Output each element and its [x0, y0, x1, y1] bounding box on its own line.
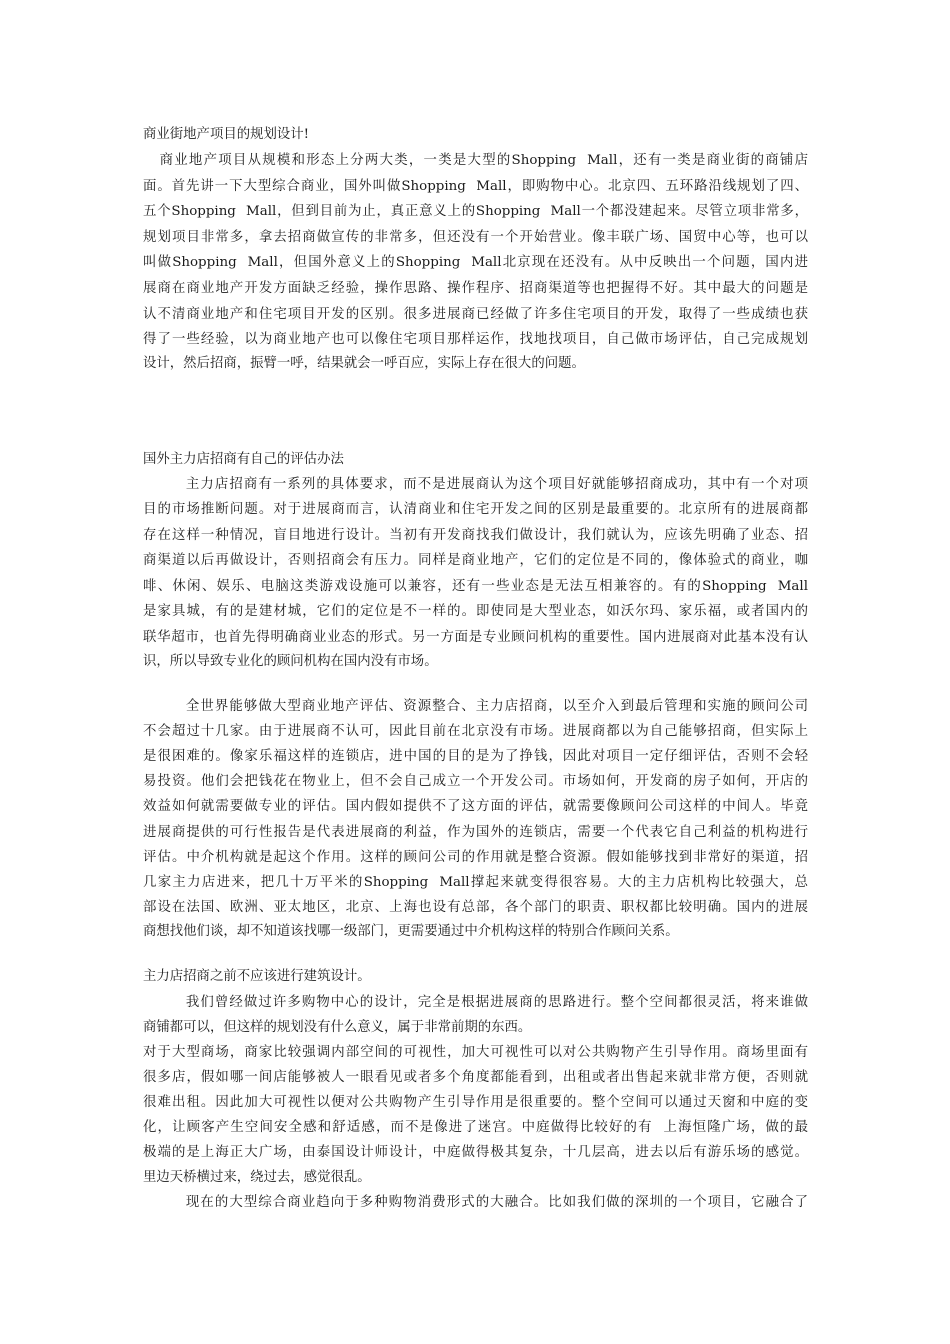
- paragraph-line: 里边天桥横过来，绕过去，感觉很乱。: [143, 1170, 371, 1185]
- paragraph-line: 不会超过十几家。由于进展商不认可，因此目前在北京没有市场。进展商都以为自己能够招商，但实际上: [143, 724, 808, 739]
- paragraph-line: 全世界能够做大型商业地产评估、资源整合、主力店招商，以至介入到最后管理和实施的顾问公司: [143, 699, 808, 714]
- paragraph-line: 啡、休闲、娱乐、电脑这类游戏设施可以兼容，还有一些业态是无法互相兼容的。有的Shopping Mall: [143, 579, 808, 594]
- paragraph-line: 效益如何就需要做专业的评估。国内假如提供不了这方面的评估，就需要像顾问公司这样的中间人。毕竟: [143, 799, 808, 814]
- paragraph-line: 我们曾经做过许多购物中心的设计，完全是根据进展商的思路进行。整个空间都很灵活，将来谁做: [143, 995, 808, 1010]
- section-title-2: 国外主力店招商有自己的评估办法: [143, 452, 344, 467]
- paragraph-line: 几家主力店进来，把几十万平米的Shopping Mall撑起来就变得很容易。大的主力店机构比较强大，总: [143, 875, 808, 890]
- paragraph-line: 面。首先讲一下大型综合商业，国外叫做Shopping Mall，即购物中心。北京四、五环路沿线规划了四、: [143, 179, 808, 194]
- paragraph-line: 是家具城，有的是建材城，它们的定位是不一样的。即使同是大型业态，如沃尔玛、家乐福，或者国内的: [143, 604, 808, 619]
- section-title-3: 主力店招商之前不应该进行建筑设计。: [143, 969, 371, 984]
- paragraph-line: 商铺都可以，但这样的规划没有什么意义，属于非常前期的东西。: [143, 1020, 532, 1035]
- paragraph-line: 现在的大型综合商业趋向于多种购物消费形式的大融合。比如我们做的深圳的一个项目，它融合了: [143, 1195, 808, 1210]
- paragraph-line: 评估。中介机构就是起这个作用。这样的顾问公司的作用就是整合资源。假如能够找到非常好的渠道，招: [143, 850, 808, 865]
- paragraph-line: 五个Shopping Mall，但到目前为止，真正意义上的Shopping Mall一个都没建起来。尽管立项非常多，: [143, 204, 808, 219]
- paragraph-line: 部设在法国、欧洲、亚太地区，北京、上海也设有总部，各个部门的职责、职权都比较明确。国内的进展: [143, 900, 808, 915]
- paragraph-line: 进展商提供的可行性报告是代表进展商的利益，作为国外的连锁店，需要一个代表它自己利益的机构进行: [143, 825, 808, 840]
- document-page: [143, 0, 808, 1344]
- paragraph-line: 化，让顾客产生空间安全感和舒适感，而不是像进了迷宫。中庭做得比较好的有 上海恒隆广场，做的最: [143, 1120, 808, 1135]
- paragraph-line: 商想找他们谈，却不知道该找哪一级部门，更需要通过中介机构这样的特别合作顾问关系。: [143, 924, 679, 939]
- paragraph-line: 识，所以导致专业化的顾问机构在国内没有市场。: [143, 654, 438, 669]
- paragraph-line: 目的市场推断问题。对于进展商而言，认清商业和住宅开发之间的区别是最重要的。北京所有的进展商都: [143, 502, 808, 517]
- paragraph-line: 展商在商业地产开发方面缺乏经验，操作思路、操作程序、招商渠道等也把握得不好。其中最大的问题是: [143, 281, 808, 296]
- paragraph-line: 易投资。他们会把钱花在物业上，但不会自己成立一个开发公司。市场如何，开发商的房子如何，开店的: [143, 774, 808, 789]
- paragraph-line: 得了一些经验，以为商业地产也可以像住宅项目那样运作，找地找项目，自己做市场评估，自己完成规划: [143, 332, 808, 347]
- paragraph-line: 对于大型商场，商家比较强调内部空间的可视性，加大可视性可以对公共购物产生引导作用。商场里面有: [143, 1045, 808, 1060]
- section-title-1: 商业街地产项目的规划设计!: [143, 127, 310, 142]
- paragraph-line: 极端的是上海正大广场，由泰国设计师设计，中庭做得极其复杂，十几层高，进去以后有游乐场的感觉。: [143, 1145, 808, 1160]
- paragraph-line: 商渠道以后再做设计，否则招商会有压力。同样是商业地产，它们的定位是不同的，像体验式的商业，咖: [143, 553, 808, 568]
- paragraph-line: 是很困难的。像家乐福这样的连锁店，进中国的目的是为了挣钱，因此对项目一定仔细评估，否则不会轻: [143, 749, 808, 764]
- paragraph-line: 很多店，假如哪一间店能够被人一眼看见或者多个角度都能看到，出租或者出售起来就非常方便，否则就: [143, 1070, 808, 1085]
- paragraph-line: 规划项目非常多，拿去招商做宣传的非常多，但还没有一个开始营业。像丰联广场、国贸中心等，也可以: [143, 230, 808, 245]
- paragraph-line: 设计，然后招商，振臂一呼，结果就会一呼百应，实际上存在很大的问题。: [143, 356, 585, 371]
- paragraph-line: 认不清商业地产和住宅项目开发的区别。很多进展商已经做了许多住宅项目的开发，取得了一些成绩也获: [143, 307, 808, 322]
- paragraph-line: 主力店招商有一系列的具体要求，而不是进展商认为这个项目好就能够招商成功，其中有一个对项: [143, 477, 808, 492]
- paragraph-line: 联华超市，也首先得明确商业业态的形式。另一方面是专业顾问机构的重要性。国内进展商对此基本没有认: [143, 630, 808, 645]
- paragraph-line: 商业地产项目从规模和形态上分两大类，一类是大型的Shopping Mall，还有一类是商业街的商铺店: [143, 153, 808, 168]
- paragraph-line: 存在这样一种情况，盲目地进行设计。当初有开发商找我们做设计，我们就认为，应该先明确了业态、招: [143, 528, 808, 543]
- paragraph-line: 叫做Shopping Mall，但国外意义上的Shopping Mall北京现在还没有。从中反映出一个问题，国内进: [143, 255, 808, 270]
- paragraph-line: 很难出租。因此加大可视性以便对公共购物产生引导作用是很重要的。整个空间可以通过天窗和中庭的变: [143, 1095, 808, 1110]
